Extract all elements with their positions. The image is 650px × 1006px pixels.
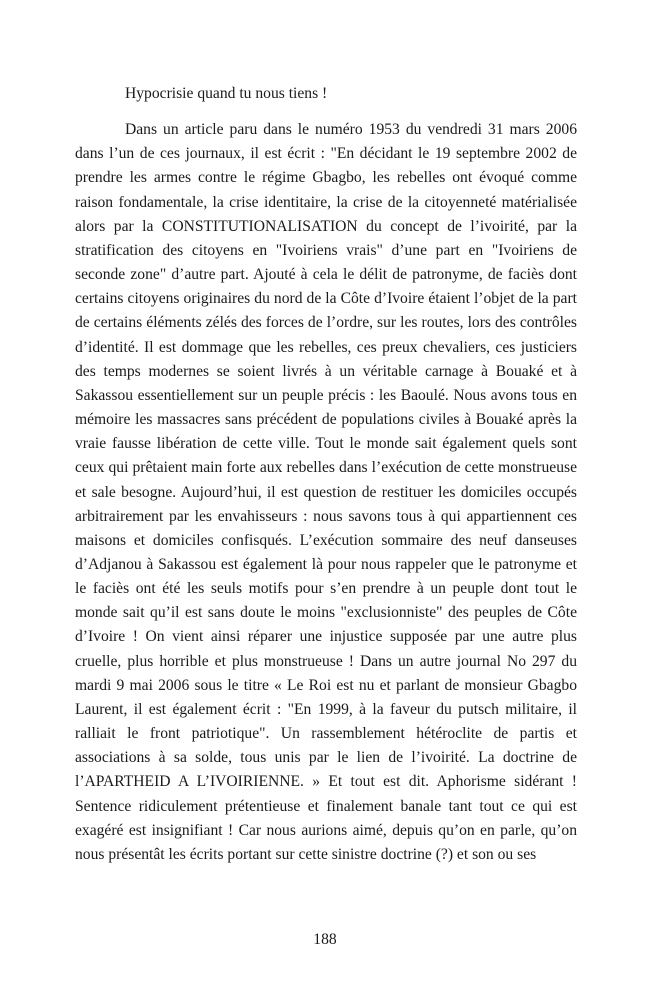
paragraph-heading: Hypocrisie quand tu nous tiens !	[125, 85, 328, 102]
paragraph-body: Dans un article paru dans le numéro 1953 du vendredi 31 mars 2006 dans l’un de ces journaux, il est écrit : "En décidant le 19 septembre 2002 de prendre les armes contre le régime Gbagbo, les rebelles ont évoqué comme raison fondamentale, la crise identitaire, la crise de la citoyenneté matérialisée alors par la CONSTITUTIONALISATION du concept de l’ivoirité, par la stratification des citoyens en "Ivoiriens vrais" d’une part en "Ivoiriens de seconde zone" d’autre part. Ajouté à cela le délit de patronyme, de faciès dont certains citoyens originaires du nord de la Côte d’Ivoire étaient l’objet de la part de certains éléments zélés des forces de l’ordre, sur les routes, lors des contrôles d’identité. Il est dommage que les rebelles, ces preux chevaliers, ces justiciers des temps modernes se soient livrés à un véritable carnage à Bouaké et à Sakassou essentiellement sur un peuple précis : les Baoulé. Nous avons tous en mémoire les massacres sans précédent de populations civiles à Bouaké après la vraie fausse libération de cette ville. Tout le monde sait également quels sont ceux qui prêtaient main forte aux rebelles dans l’exécution de cette monstrueuse et sale besogne. Aujourd’hui, il est question de restituer les domiciles occupés arbitrairement par les envahisseurs : nous savons tous à qui appartiennent ces maisons et domiciles confisqués. L’exécution sommaire des neuf danseuses d’Adjanou à Sakassou est également là pour nous rappeler que le patronyme et le faciès ont été les seuls motifs pour s’en prendre à un peuple dont tout le monde sait qu’il est sans doute le moins "exclusionniste" des peuples de Côte d’Ivoire ! On vient ainsi réparer une injustice supposée par une autre plus cruelle, plus horrible et plus monstrueuse ! Dans un autre journal No 297 du mardi 9 mai 2006 sous le titre « Le Roi est nu et parlant de monsieur Gbagbo Laurent, il est également écrit : "En 1999, à la faveur du putsch militaire, il ralliait le front patriotique". Un rassemblement hétéroclite de partis et associations à sa solde, tous unis par le lien de l’ivoirité. La doctrine de l’APARTHEID A L’IVOIRIENNE. » Et tout est dit. Aphorisme sidérant ! Sentence ridiculement prétentieuse et finalement banale tant tout ce qui est exagéré est insignifiant ! Car nous aurions aimé, depuis qu’on en parle, qu’on nous présentât les écrits portant sur cette sinistre doctrine (?) et son ou ses	[75, 121, 577, 863]
page-body	[75, 82, 577, 867]
page-number: 188	[313, 931, 337, 948]
